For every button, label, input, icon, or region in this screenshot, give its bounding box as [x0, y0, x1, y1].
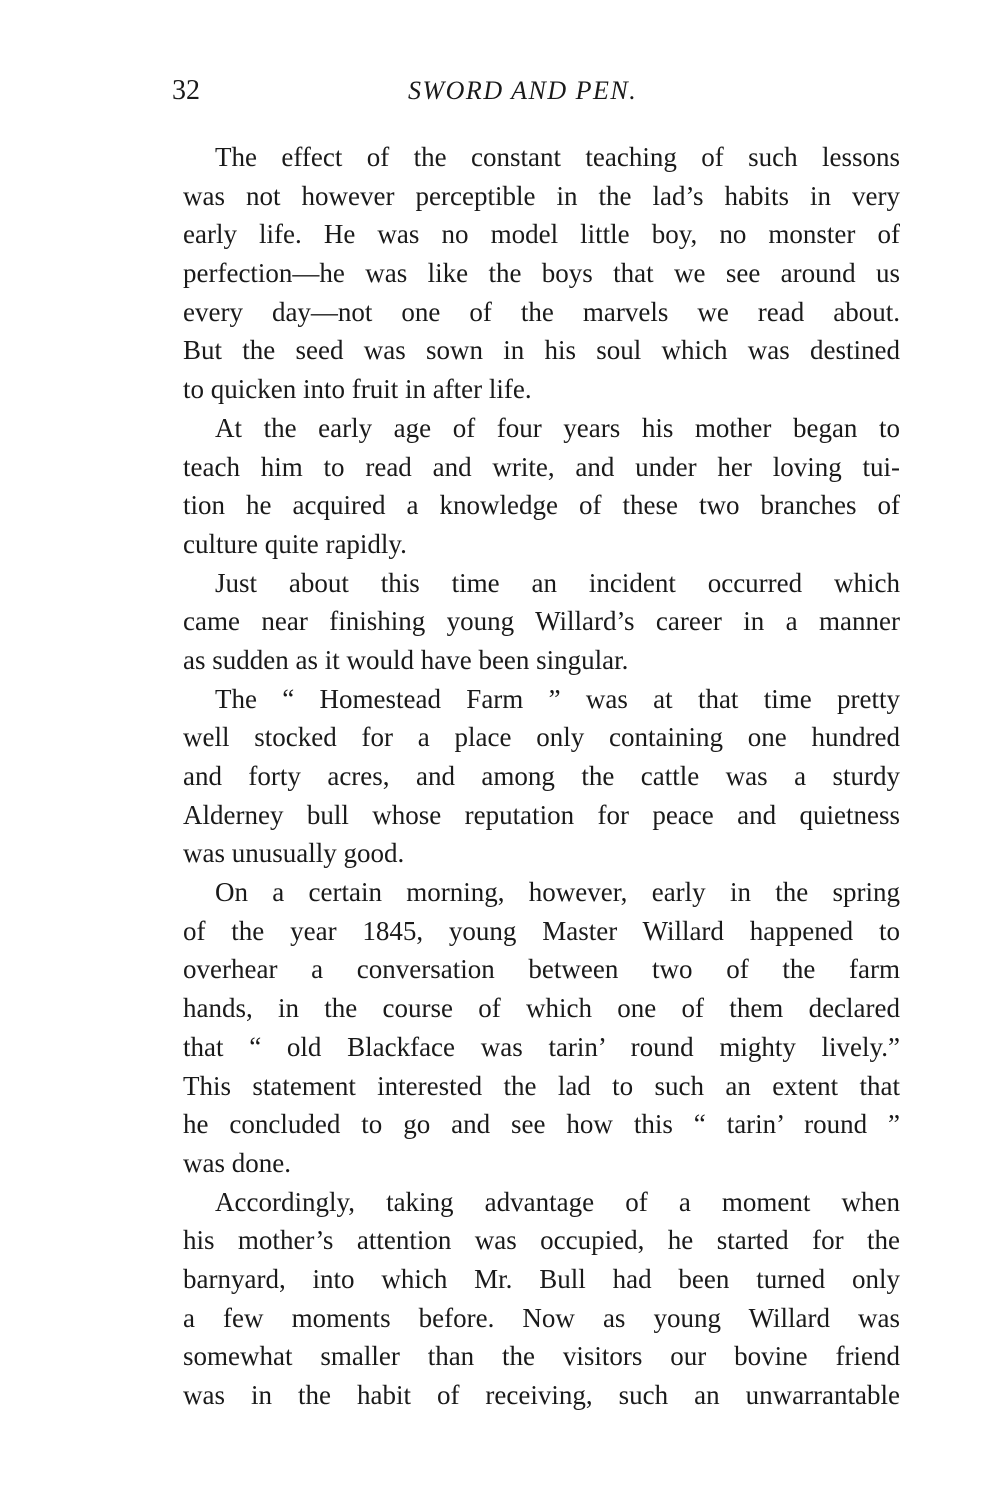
text-line: perfection—he was like the boys that we see around us [183, 258, 900, 289]
paragraph-1 [183, 138, 900, 409]
text-line: Accordingly, taking advantage of a moment when [215, 1186, 900, 1217]
body-text [183, 138, 900, 1415]
running-head [172, 70, 900, 114]
text-line: tion he acquired a knowledge of these two branches of [183, 490, 900, 521]
text-line: On a certain morning, however, early in the spring [215, 877, 900, 908]
text-line: was not however perceptible in the lad’s habits in very [183, 180, 900, 211]
text-line: The “ Homestead Farm ” was at that time pretty [215, 683, 900, 714]
text-line: hands, in the course of which one of them declared [183, 993, 900, 1024]
text-line: of the year 1845, young Master Willard happened to [183, 915, 900, 946]
text-line: overhear a conversation between two of the farm [183, 954, 900, 985]
paragraph-5 [183, 873, 900, 1183]
text-line: was unusually good. [183, 838, 405, 869]
text-line: was in the habit of receiving, such an unwarrantable [183, 1380, 900, 1410]
running-title: SWORD AND PEN. [408, 76, 638, 105]
paragraph-6 [183, 1183, 900, 1415]
text-line: that “ old Blackface was tarin’ round mighty lively.” [183, 1031, 900, 1062]
text-line: every day—not one of the marvels we read about. [183, 296, 900, 327]
text-line: was done. [183, 1147, 291, 1178]
text-line: somewhat smaller than the visitors our bovine friend [183, 1341, 900, 1372]
text-line: came near finishing young Willard’s career in a manner [183, 606, 900, 637]
text-line: culture quite rapidly. [183, 528, 407, 559]
text-line: But the seed was sown in his soul which was destined [183, 335, 900, 366]
paragraph-3 [183, 564, 900, 680]
text-line: This statement interested the lad to such an extent that [183, 1070, 900, 1101]
text-line: teach him to read and write, and under her loving tui- [183, 451, 900, 482]
text-line: barnyard, into which Mr. Bull had been turned only [183, 1263, 900, 1294]
paragraph-4 [183, 680, 900, 873]
text-line: a few moments before. Now as young Willard was [183, 1302, 900, 1333]
text-line: At the early age of four years his mother began to [215, 412, 900, 443]
text-line: Just about this time an incident occurred which [215, 567, 900, 598]
text-line: early life. He was no model little boy, no monster of [183, 219, 900, 250]
text-line: his mother’s attention was occupied, he started for the [183, 1225, 900, 1256]
text-line: The effect of the constant teaching of such lessons [215, 142, 900, 172]
text-line: as sudden as it would have been singular. [183, 644, 629, 675]
text-line: and forty acres, and among the cattle was a sturdy [183, 761, 900, 791]
page-number: 32 [172, 75, 200, 106]
text-line: to quicken into fruit in after life. [183, 374, 532, 405]
paragraph-2 [183, 409, 900, 564]
text-line: well stocked for a place only containing one hundred [183, 722, 900, 753]
text-line: he concluded to go and see how this “ tarin’ round ” [183, 1109, 900, 1140]
text-line: Alderney bull whose reputation for peace and quietness [183, 799, 900, 830]
